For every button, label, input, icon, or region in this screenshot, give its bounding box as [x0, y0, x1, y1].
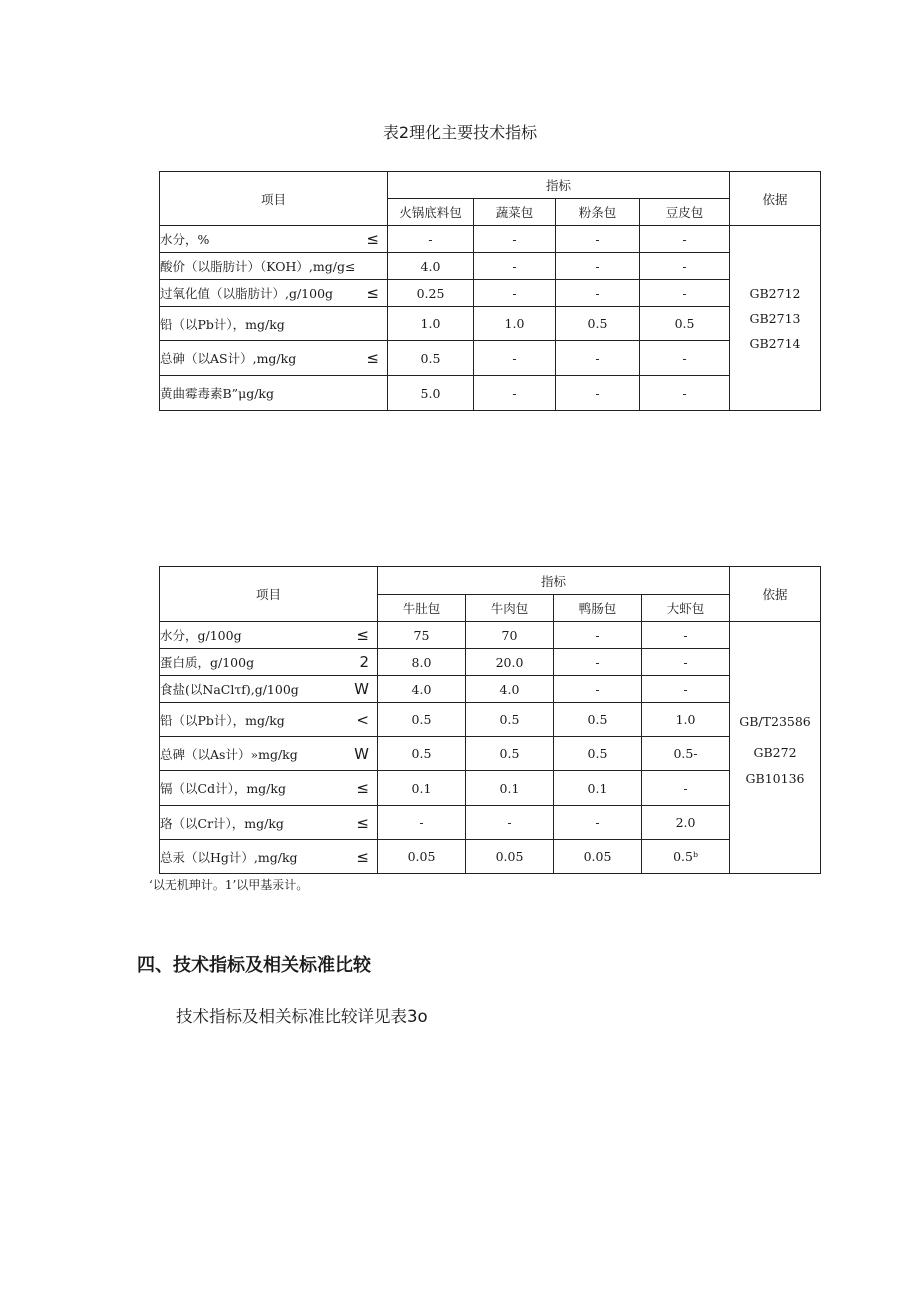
basis-standard: GB2714	[749, 335, 801, 351]
row-label: 总砷（以AS计）,mg/kg	[160, 351, 297, 366]
value-cell: -	[554, 806, 642, 840]
value-cell: 0.5	[466, 703, 554, 737]
value-cell: 0.05	[466, 840, 554, 874]
product-header: 大虾包	[642, 595, 730, 622]
value-cell: -	[474, 226, 556, 253]
spec-table-1	[159, 171, 821, 411]
value-cell: 0.5	[466, 737, 554, 771]
table-row	[160, 280, 821, 307]
section-heading: 四、技术指标及相关标准比较	[137, 955, 371, 976]
row-label: 酸价（以脂肪计）（KOH）,mg/g≤	[160, 259, 356, 274]
product-header: 豆皮包	[640, 199, 730, 226]
value-cell: 0.1	[466, 771, 554, 806]
basis-standard: GB10136	[745, 770, 805, 786]
header-item: 项目	[160, 567, 378, 622]
value-cell: 0.1	[554, 771, 642, 806]
value-cell: -	[640, 226, 730, 253]
value-cell: 0.1	[378, 771, 466, 806]
value-cell: 0.05	[554, 840, 642, 874]
limit-symbol: ≤	[356, 779, 369, 797]
header-indicator: 指标	[388, 172, 730, 199]
row-label: 铅（以Pb计），mg/kg	[160, 712, 285, 728]
value-cell: 4.0	[466, 676, 554, 703]
limit-symbol: ≤	[366, 230, 379, 248]
limit-symbol: 2	[359, 653, 369, 671]
value-cell: -	[642, 676, 730, 703]
value-cell: 8.0	[378, 649, 466, 676]
basis-standard: GB/T23586	[739, 713, 811, 729]
value-cell: -	[554, 649, 642, 676]
value-cell: 5.0	[388, 376, 474, 411]
value-cell: 0.5-	[642, 737, 730, 771]
product-header: 鸭肠包	[554, 595, 642, 622]
limit-symbol: ≤	[366, 284, 379, 302]
value-cell: 0.5ᵇ	[642, 840, 730, 874]
table-row	[160, 840, 821, 874]
value-cell: -	[556, 280, 640, 307]
row-label: 总碑（以As计）»mg/kg	[160, 746, 298, 762]
header-item: 项目	[160, 172, 388, 226]
limit-symbol: <	[356, 710, 369, 729]
value-cell: -	[466, 806, 554, 840]
product-header: 牛肉包	[466, 595, 554, 622]
row-label: 水分，g/100g	[160, 628, 242, 643]
table-row	[160, 806, 821, 840]
value-cell: -	[556, 341, 640, 376]
value-cell: 1.0	[474, 307, 556, 341]
value-cell: 20.0	[466, 649, 554, 676]
value-cell: -	[554, 676, 642, 703]
limit-symbol: ≤	[356, 626, 369, 644]
value-cell: -	[554, 622, 642, 649]
basis-standard: GB2712	[749, 285, 801, 301]
basis-cell	[730, 226, 821, 411]
product-header: 蔬菜包	[474, 199, 556, 226]
value-cell: -	[388, 226, 474, 253]
product-header: 粉条包	[556, 199, 640, 226]
row-label: 黄曲霉毒素B”μg/kg	[160, 386, 274, 401]
product-header: 牛肚包	[378, 595, 466, 622]
table-row	[160, 771, 821, 806]
row-label: 镉（以Cd计），mg/kg	[160, 781, 286, 796]
value-cell: 70	[466, 622, 554, 649]
table-row	[160, 253, 821, 280]
value-cell: -	[642, 622, 730, 649]
value-cell: -	[640, 341, 730, 376]
value-cell: -	[640, 280, 730, 307]
value-cell: -	[642, 771, 730, 806]
table-footnote: ‘以无机珅计。1’以甲基汞计。	[149, 878, 309, 892]
row-label: 总汞（以Hg计）,mg/kg	[160, 849, 298, 865]
value-cell: -	[640, 253, 730, 280]
value-cell: -	[556, 226, 640, 253]
value-cell: 0.5	[556, 307, 640, 341]
table-row	[160, 649, 821, 676]
value-cell: -	[556, 253, 640, 280]
table-row	[160, 341, 821, 376]
basis-cell	[730, 622, 821, 874]
value-cell: 0.5	[378, 703, 466, 737]
value-cell: 0.5	[378, 737, 466, 771]
table-row	[160, 737, 821, 771]
value-cell: 0.5	[554, 703, 642, 737]
value-cell: -	[474, 341, 556, 376]
header-basis: 依据	[730, 172, 821, 226]
basis-standard: GB272	[753, 744, 797, 760]
limit-symbol: W	[354, 680, 369, 698]
row-label: 珞（以Cr计），mg/kg	[160, 815, 284, 831]
value-cell: 2.0	[642, 806, 730, 840]
table-row	[160, 622, 821, 649]
row-label: 过氧化值（以脂肪计）,g/100g	[160, 286, 334, 301]
value-cell: -	[474, 376, 556, 411]
table-row	[160, 226, 821, 253]
header-indicator: 指标	[378, 567, 730, 595]
table-row	[160, 676, 821, 703]
spec-table-2	[159, 566, 821, 874]
value-cell: 0.25	[388, 280, 474, 307]
value-cell: 0.05	[378, 840, 466, 874]
value-cell: 1.0	[642, 703, 730, 737]
value-cell: 75	[378, 622, 466, 649]
table-row	[160, 307, 821, 341]
value-cell: -	[378, 806, 466, 840]
basis-standard: GB2713	[749, 310, 801, 326]
value-cell: 0.5	[554, 737, 642, 771]
value-cell: 0.5	[640, 307, 730, 341]
value-cell: -	[642, 649, 730, 676]
value-cell: -	[640, 376, 730, 411]
value-cell: -	[474, 253, 556, 280]
header-basis: 依据	[730, 567, 821, 622]
row-label: 水分，%	[160, 232, 210, 247]
value-cell: -	[474, 280, 556, 307]
limit-symbol: ≤	[356, 847, 369, 866]
table-row	[160, 703, 821, 737]
section-paragraph: 技术指标及相关标准比较详见表3o	[176, 1007, 428, 1026]
row-label: 食盐(以NaClτf),g/100g	[160, 682, 299, 697]
product-header: 火锅底料包	[388, 199, 474, 226]
value-cell: 4.0	[378, 676, 466, 703]
row-label: 铅（以Pb计），mg/kg	[160, 316, 285, 332]
row-label: 蛋白质，g/100g	[160, 655, 255, 670]
value-cell: 4.0	[388, 253, 474, 280]
table-row	[160, 376, 821, 411]
value-cell: 0.5	[388, 341, 474, 376]
limit-symbol: ≤	[356, 813, 369, 832]
table-caption: 表2理化主要技术指标	[382, 123, 538, 142]
limit-symbol: W	[354, 744, 369, 763]
limit-symbol: ≤	[366, 349, 379, 367]
value-cell: -	[556, 376, 640, 411]
value-cell: 1.0	[388, 307, 474, 341]
